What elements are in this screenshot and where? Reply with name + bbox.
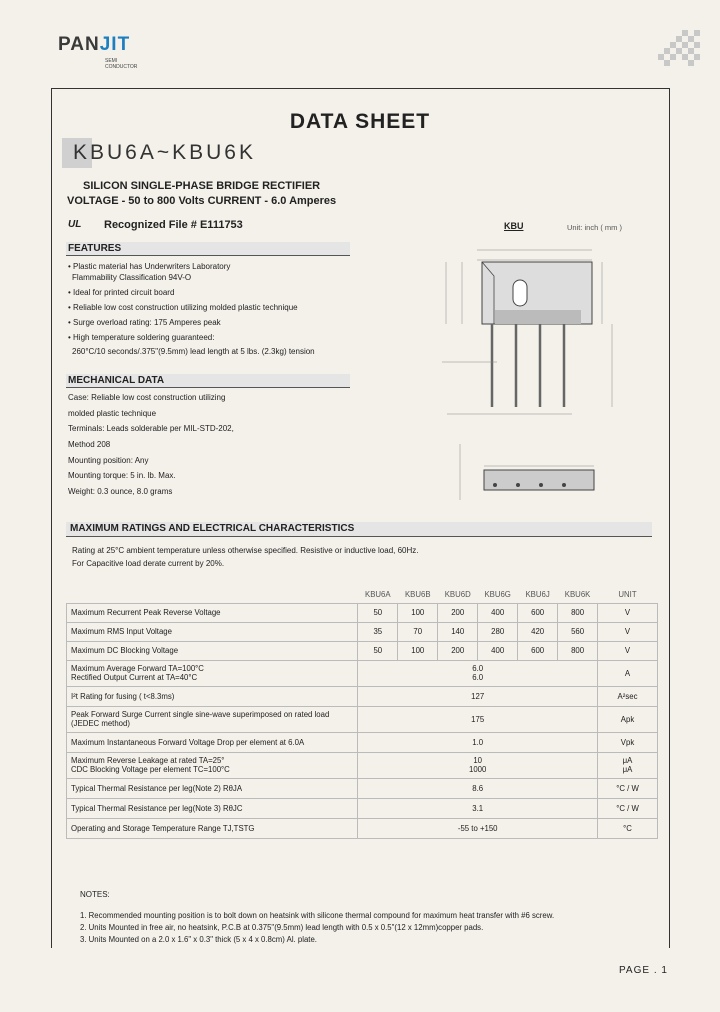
mechanical-list [68, 393, 348, 503]
unit-cell [598, 778, 658, 798]
value-cell [358, 818, 598, 838]
notes-title: NOTES: [80, 890, 110, 899]
list-item: • High temperature soldering guaranteed: [68, 333, 215, 342]
ratings-table [66, 587, 658, 839]
ratings-note-2: For Capacitive load derate current by 20%. [72, 559, 225, 568]
param-line: I²t Rating for fusing ( t<8.3ms) [71, 691, 175, 701]
unit-cell: V [598, 622, 658, 641]
value-line: 3.1 [472, 803, 484, 813]
list-item: 3. Units Mounted on a 2.0 x 1.6" x 0.3" thick (5 x 4 x 0.8cm) Al. plate. [80, 935, 317, 944]
param-cell: Maximum RMS Input Voltage [67, 622, 358, 641]
param-cell [67, 660, 358, 686]
unit-cell [598, 798, 658, 818]
recognized-file: Recognized File # E111753 [104, 219, 243, 231]
page-number: PAGE . 1 [619, 965, 668, 976]
list-item: • Surge overload rating: 175 Amperes peak [68, 318, 221, 327]
table-row [67, 778, 658, 798]
table-row [67, 686, 658, 706]
package-label: KBU [504, 221, 524, 231]
param-line: Operating and Storage Temperature Range TJ,TSTG [71, 823, 255, 833]
table-row [67, 798, 658, 818]
product-subtitle: SILICON SINGLE-PHASE BRIDGE RECTIFIER [83, 180, 321, 192]
list-item: 2. Units Mounted in free air, no heatsink, P.C.B at 0.375"(9.5mm) lead length with 0.5 x 0.5"(12 x 12mm)copper pads. [80, 923, 484, 932]
ratings-notes [72, 544, 418, 570]
list-item: Weight: 0.3 ounce, 8.0 grams [68, 487, 173, 497]
value-cell: 420 [518, 622, 558, 641]
param-cell: Maximum Recurrent Peak Reverse Voltage [67, 603, 358, 622]
value-cell: 50 [358, 603, 398, 622]
param-line: Maximum Average Forward TA=100°C [71, 664, 204, 673]
value-cell: 600 [518, 603, 558, 622]
param-cell [67, 798, 358, 818]
param-cell [67, 706, 358, 732]
unit-line: μA [622, 765, 633, 774]
param-line: Typical Thermal Resistance per leg(Note 3) RθJC [71, 803, 243, 813]
value-cell [358, 706, 598, 732]
unit-line: Vpk [620, 737, 635, 747]
param-line: Rectified Output Current at TA=40°C [71, 673, 198, 682]
value-cell [358, 778, 598, 798]
part-number: KBU6A~KBU6K [73, 141, 256, 164]
table-row [67, 818, 658, 838]
table-row [67, 641, 658, 660]
list-item: • Ideal for printed circuit board [68, 288, 175, 297]
list-item: Method 208 [68, 440, 111, 450]
param-cell [67, 732, 358, 752]
value-cell [358, 686, 598, 706]
table-row [67, 732, 658, 752]
value-line: 175 [471, 714, 485, 724]
value-cell: 50 [358, 641, 398, 660]
unit-line: μA [622, 756, 633, 765]
notes-list [80, 910, 554, 946]
param-line: CDC Blocking Voltage per element TC=100°C [71, 765, 230, 774]
value-line: 1.0 [472, 737, 484, 747]
logo-sub-line1: SEMI [105, 58, 118, 64]
value-cell: 70 [398, 622, 438, 641]
panjit-logo [58, 34, 138, 76]
list-item: 260°C/10 seconds/.375"(9.5mm) lead length at 5 lbs. (2.3kg) tension [72, 347, 315, 356]
ratings-note-1: Rating at 25°C ambient temperature unless otherwise specified. Resistive or inductive load, 60Hz. [72, 546, 419, 555]
unit-cell [598, 660, 658, 686]
list-item: Mounting torque: 5 in. lb. Max. [68, 471, 176, 481]
unit-line: A²sec [617, 691, 638, 701]
voltage-current-line: VOLTAGE - 50 to 800 Volts CURRENT - 6.0 Amperes [67, 195, 337, 207]
unit-line: Apk [620, 714, 635, 724]
value-cell: 280 [478, 622, 518, 641]
column-header: KBU6D [444, 590, 471, 600]
unit-cell: V [598, 603, 658, 622]
value-line: 8.6 [472, 783, 484, 793]
param-line: Typical Thermal Resistance per leg(Note 2) RθJA [71, 783, 243, 793]
param-cell: Maximum DC Blocking Voltage [67, 641, 358, 660]
logo-pan: PAN [58, 34, 100, 55]
value-line: -55 to +150 [457, 823, 498, 833]
unit-line: A [624, 668, 631, 678]
column-header: UNIT [618, 590, 637, 600]
table-row [67, 752, 658, 778]
list-item: Flammability Classification 94V-O [72, 273, 192, 282]
unit-cell [598, 706, 658, 732]
unit-line: °C [623, 823, 632, 833]
value-cell: 140 [438, 622, 478, 641]
value-cell [358, 660, 598, 686]
column-header: KBU6K [564, 590, 591, 600]
table-row [67, 622, 658, 641]
table-row [67, 603, 658, 622]
table-header-row [67, 587, 658, 603]
value-cell: 560 [558, 622, 598, 641]
param-line: (JEDEC method) [71, 719, 130, 728]
param-line: Maximum Reverse Leakage at rated TA=25° [71, 756, 225, 765]
package-unit: Unit: inch ( mm ) [567, 223, 623, 232]
value-cell: 400 [478, 641, 518, 660]
checker-pattern-icon [658, 30, 700, 66]
unit-cell: V [598, 641, 658, 660]
param-line: Maximum Instantaneous Forward Voltage Drop per element at 6.0A [71, 737, 305, 747]
column-header: KBU6J [525, 590, 550, 600]
logo-jit: JIT [99, 34, 131, 55]
logo-wordmark [58, 34, 130, 56]
value-cell: 600 [518, 641, 558, 660]
column-header: KBU6G [484, 590, 511, 600]
param-cell [67, 778, 358, 798]
value-line: 6.0 [472, 664, 484, 673]
value-line: 10 [473, 756, 483, 765]
unit-line: °C / W [616, 803, 639, 813]
list-item: • Reliable low cost construction utilizing molded plastic technique [68, 303, 298, 312]
param-cell [67, 818, 358, 838]
unit-cell [598, 686, 658, 706]
ul-recognized-icon: UL [68, 219, 82, 230]
list-item: Terminals: Leads solderable per MIL-STD-202, [68, 424, 234, 434]
value-line: 6.0 [472, 673, 484, 682]
value-cell: 400 [478, 603, 518, 622]
value-cell: 100 [398, 603, 438, 622]
value-line: 127 [471, 691, 485, 701]
column-header: KBU6B [404, 590, 431, 600]
logo-subtitle [105, 58, 137, 70]
features-heading: FEATURES [66, 242, 350, 256]
value-line: 1000 [469, 765, 487, 774]
unit-cell [598, 818, 658, 838]
table-row [67, 706, 658, 732]
list-item: Mounting position: Any [68, 455, 149, 465]
unit-cell [598, 752, 658, 778]
value-cell: 100 [398, 641, 438, 660]
value-cell: 800 [558, 641, 598, 660]
logo-sub-line2: CONDUCTOR [105, 64, 138, 70]
value-cell [358, 752, 598, 778]
list-item: • Plastic material has Underwriters Laboratory [68, 262, 231, 271]
package-outline-drawing [422, 232, 622, 502]
unit-cell [598, 732, 658, 752]
table-row [67, 660, 658, 686]
value-cell: 800 [558, 603, 598, 622]
value-cell: 35 [358, 622, 398, 641]
list-item: 1. Recommended mounting position is to bolt down on heatsink with silicone thermal compound for maximum heat transfer with #6 screw. [80, 911, 555, 920]
unit-line: °C / W [616, 783, 639, 793]
value-cell: 200 [438, 641, 478, 660]
param-cell [67, 686, 358, 706]
column-header-param [67, 587, 358, 603]
ratings-heading: MAXIMUM RATINGS AND ELECTRICAL CHARACTERISTICS [66, 522, 652, 537]
value-cell [358, 732, 598, 752]
features-list [68, 262, 348, 362]
column-header: KBU6A [365, 590, 391, 600]
list-item: Case: Reliable low cost construction utilizing [68, 393, 226, 402]
list-item: molded plastic technique [68, 408, 157, 418]
mechanical-heading: MECHANICAL DATA [66, 374, 350, 388]
value-cell: 200 [438, 603, 478, 622]
document-title: DATA SHEET [289, 110, 431, 133]
param-line: Peak Forward Surge Current single sine-wave superimposed on rated load [71, 710, 330, 719]
value-cell [358, 798, 598, 818]
param-cell [67, 752, 358, 778]
